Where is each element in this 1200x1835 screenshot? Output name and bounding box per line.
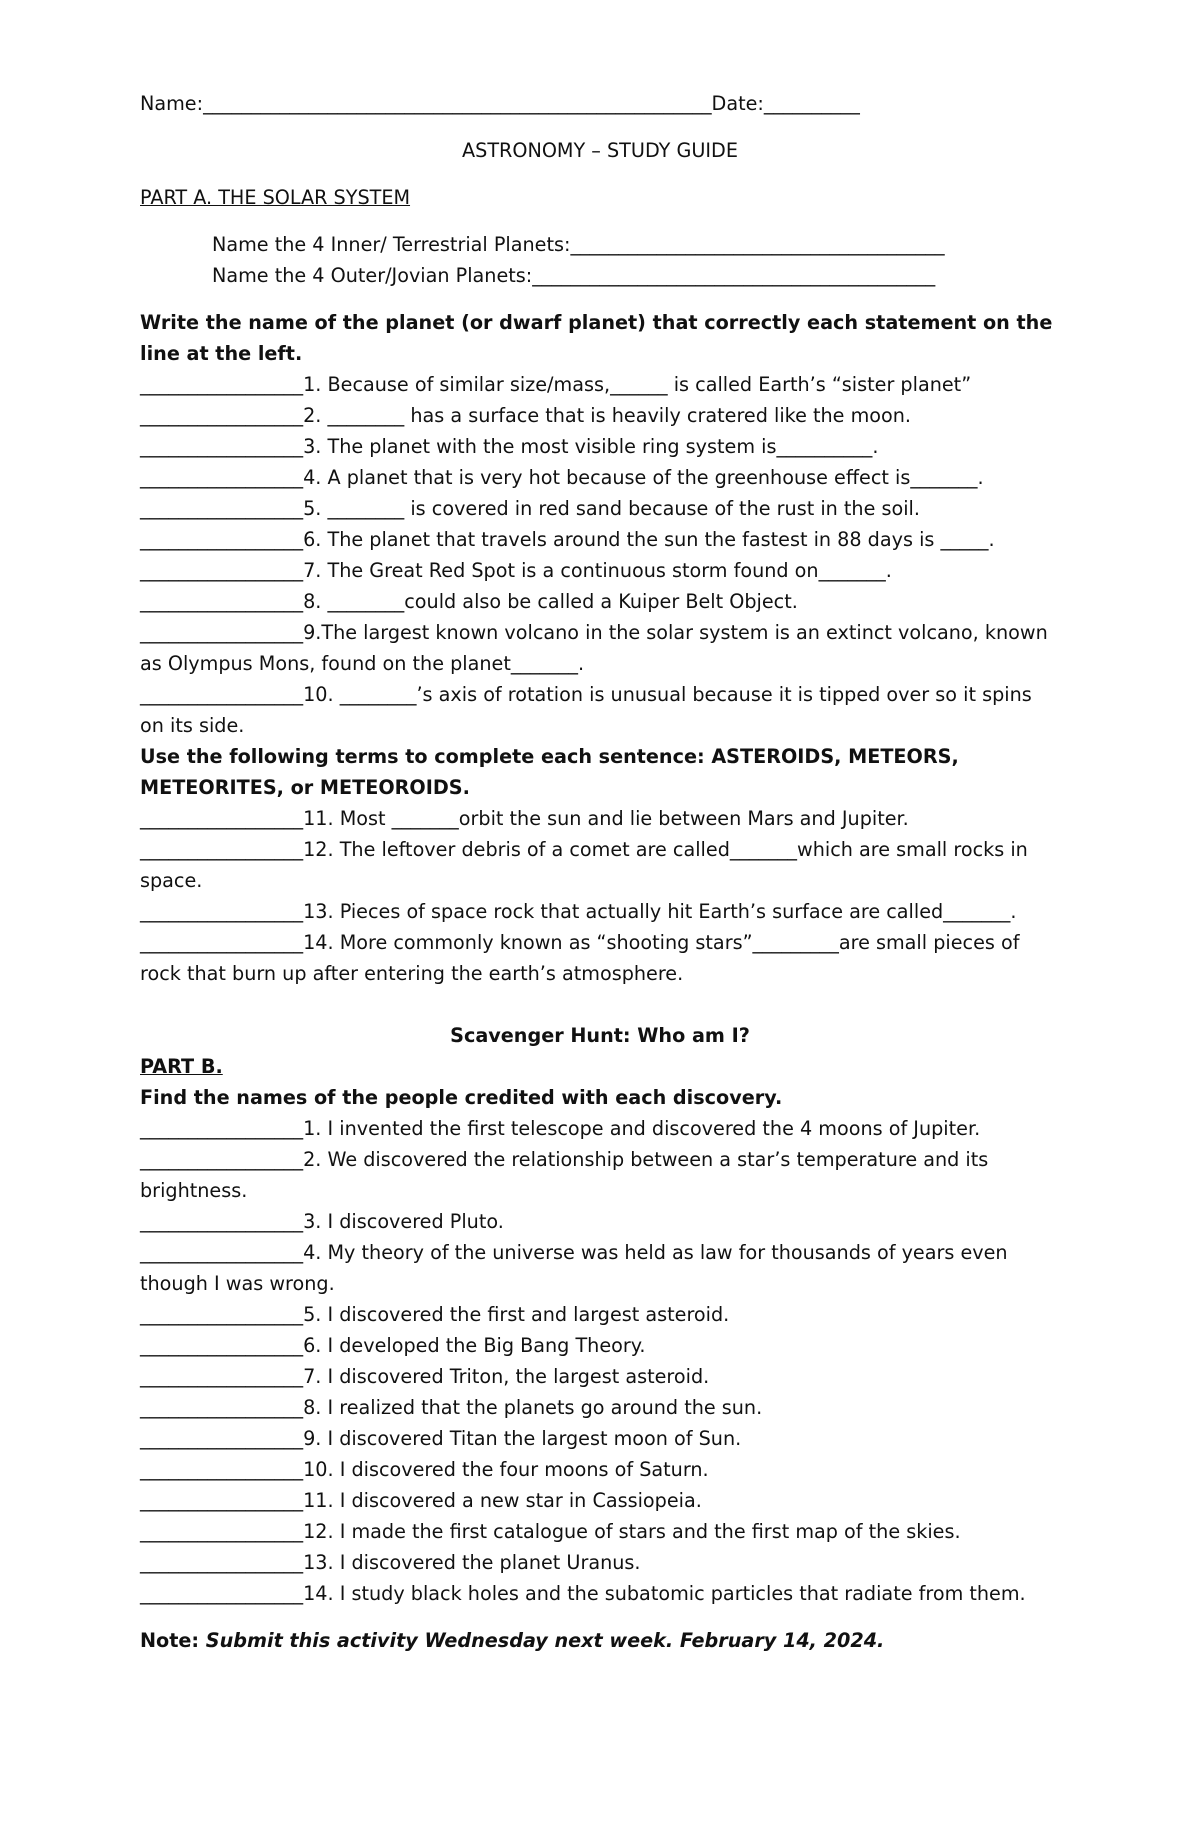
list-item: _________________5. I discovered the first and largest asteroid.	[140, 1303, 730, 1326]
list-item: _________________6. The planet that travels around the sun the fastest in 88 days is _____.	[140, 528, 995, 551]
list-item: _________________14. More commonly known as “shooting stars”_________are small pieces of rock that burn up after entering the earth’s atmosphere.	[140, 931, 1020, 985]
list-item: _________________4. A planet that is very hot because of the greenhouse effect is_______.	[140, 466, 984, 489]
list-item: _________________8. I realized that the planets go around the sun.	[140, 1396, 763, 1419]
instruction-terms: Use the following terms to complete each sentence: ASTEROIDS, METEORS, METEORITES, or METEOROIDS.	[140, 745, 959, 799]
list-item: _________________2. We discovered the relationship between a star’s temperature and its brightness.	[140, 1148, 989, 1202]
part-a-heading: PART A. THE SOLAR SYSTEM	[140, 186, 411, 209]
page-title: ASTRONOMY – STUDY GUIDE	[462, 139, 738, 162]
note-text: Submit this activity Wednesday next week. February 14, 2024.	[205, 1629, 885, 1652]
submission-note	[140, 1625, 1060, 1656]
list-item: _________________12. I made the first catalogue of stars and the first map of the skies.	[140, 1520, 961, 1543]
list-item: _________________8. ________could also be called a Kuiper Belt Object.	[140, 590, 798, 613]
instruction-discoveries: Find the names of the people credited with each discovery.	[140, 1086, 783, 1109]
part-b-heading: PART B.	[140, 1055, 223, 1078]
scavenger-hunt-title: Scavenger Hunt: Who am I?	[450, 1024, 750, 1047]
list-item: _________________6. I developed the Big Bang Theory.	[140, 1334, 646, 1357]
list-item: _________________2. ________ has a surface that is heavily cratered like the moon.	[140, 404, 912, 427]
list-item: _________________10. ________’s axis of rotation is unusual because it is tipped over so it spins on its side.	[140, 683, 1032, 737]
list-item: _________________7. I discovered Triton, the largest asteroid.	[140, 1365, 710, 1388]
list-item: _________________11. Most _______orbit the sun and lie between Mars and Jupiter.	[140, 807, 909, 830]
list-item: _________________7. The Great Red Spot is a continuous storm found on_______.	[140, 559, 892, 582]
list-item: _________________11. I discovered a new star in Cassiopeia.	[140, 1489, 702, 1512]
instruction-planets: Write the name of the planet (or dwarf planet) that correctly each statement on the line at the left.	[140, 311, 1053, 365]
list-item: _________________3. The planet with the most visible ring system is__________.	[140, 435, 879, 458]
list-item: _________________5. ________ is covered in red sand because of the rust in the soil.	[140, 497, 920, 520]
list-item: _________________9.The largest known volcano in the solar system is an extinct volcano, known as Olympus Mons, found on the planet_______.	[140, 621, 1048, 675]
list-item: _________________14. I study black holes and the subatomic particles that radiate from them.	[140, 1582, 1026, 1605]
list-item: _________________12. The leftover debris of a comet are called_______which are small rocks in space.	[140, 838, 1028, 892]
list-item: _________________1. I invented the first telescope and discovered the 4 moons of Jupiter.	[140, 1117, 981, 1140]
name-date-line: Name:_____________________________________________________Date:__________	[140, 92, 860, 115]
note-label: Note:	[140, 1629, 206, 1652]
list-item: _________________13. Pieces of space rock that actually hit Earth’s surface are called_______.	[140, 900, 1017, 923]
list-item: _________________4. My theory of the universe was held as law for thousands of years even though I was wrong.	[140, 1241, 1008, 1295]
list-item: _________________9. I discovered Titan the largest moon of Sun.	[140, 1427, 742, 1450]
outer-planets-prompt: Name the 4 Outer/Jovian Planets:__________________________________________	[212, 264, 936, 287]
list-item: _________________1. Because of similar size/mass,______ is called Earth’s “sister planet”	[140, 373, 972, 396]
list-item: _________________3. I discovered Pluto.	[140, 1210, 504, 1233]
list-item: _________________13. I discovered the planet Uranus.	[140, 1551, 641, 1574]
list-item: _________________10. I discovered the four moons of Saturn.	[140, 1458, 709, 1481]
inner-planets-prompt: Name the 4 Inner/ Terrestrial Planets:_______________________________________	[212, 233, 945, 256]
